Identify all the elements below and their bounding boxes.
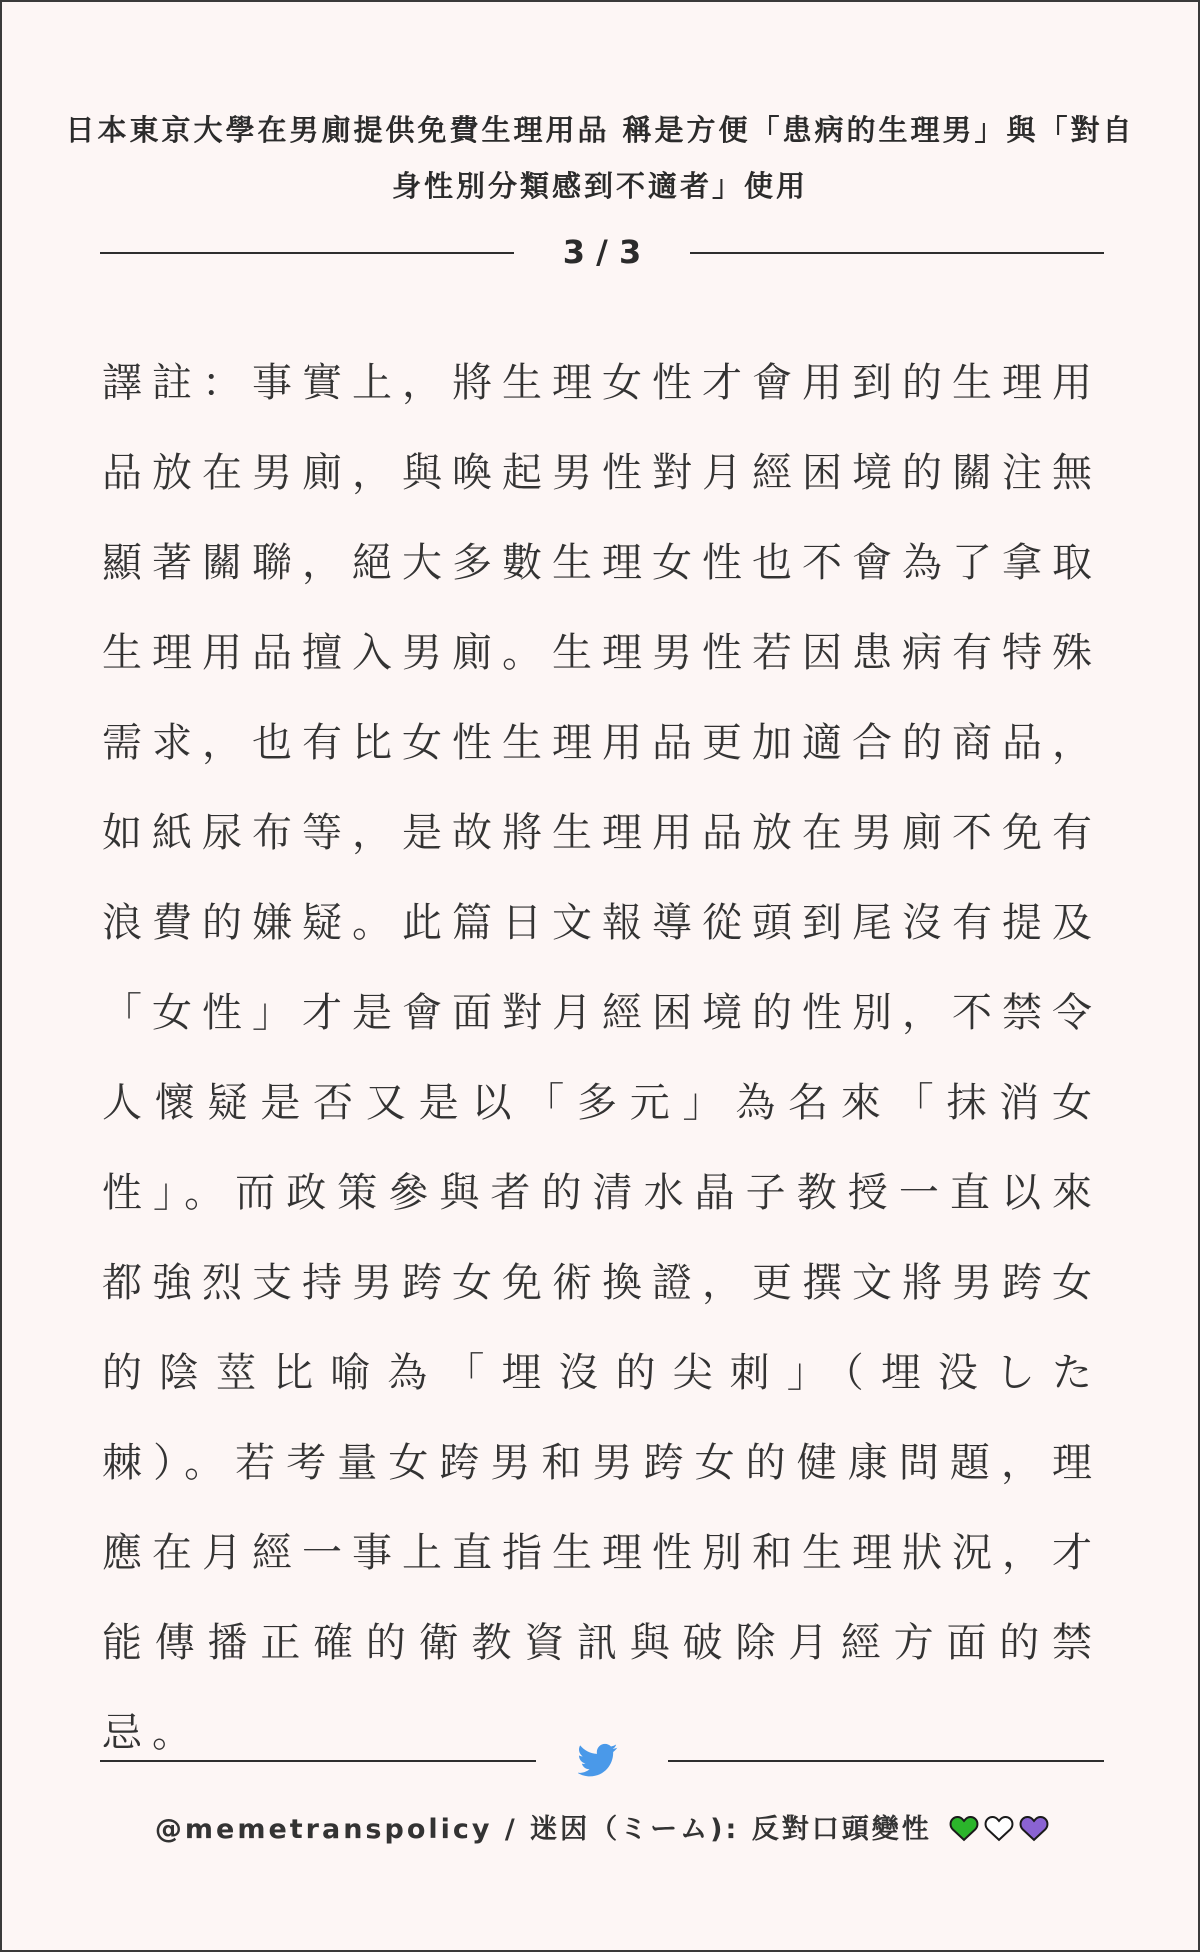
headline: 日本東京大學在男廁提供免費生理用品 稱是方便「患病的生理男」與「對自身性別分類感到不適者」使用 — [65, 113, 1135, 203]
green-heart-icon — [949, 1814, 979, 1842]
credit-separator: / — [492, 1814, 531, 1845]
footer-divider — [100, 1738, 1104, 1782]
divider-left — [100, 252, 514, 254]
footer-divider-right — [668, 1760, 1104, 1762]
divider-right — [690, 252, 1104, 254]
white-heart-icon — [984, 1814, 1014, 1842]
twitter-handle: @memetranspolicy — [154, 1814, 493, 1845]
translator-note: 譯註：事實上，將生理女性才會用到的生理用品放在男廁，與喚起男性對月經困境的關注無顯著關聯，絕大多數生理女性也不會為了拿取生理用品擅入男廁。生理男性若因患病有特殊需求，也有比女性生理用品更加適合的商品，如紙尿布等，是故將生理用品放在男廁不免有浪費的嫌疑。此篇日文報導從頭到尾沒有提及「女性」才是會面對月經困境的性別，不禁令人懷疑是否又是以「多元」為名來「抹消女性」。而政策參與者的清水晶子教授一直以來都強烈支持男跨女免術換證，更撰文將男跨女的陰莖比喻為「埋沒的尖刺」（埋没した棘）。若考量女跨男和男跨女的健康問題，理應在月經一事上直指生理性別和生理狀況，才能傳播正確的衛教資訊與破除月經方面的禁忌。 — [102, 360, 1102, 1756]
account-name: 迷因（ミーム): 反對口頭變性 — [530, 1814, 932, 1845]
twitter-bird-icon — [578, 1740, 618, 1780]
purple-heart-icon — [1019, 1814, 1049, 1842]
page-indicator: 3 / 3 — [562, 233, 642, 271]
pagination — [100, 224, 1104, 280]
footer-divider-left — [100, 1760, 536, 1762]
account-credit — [62, 1802, 1142, 1858]
